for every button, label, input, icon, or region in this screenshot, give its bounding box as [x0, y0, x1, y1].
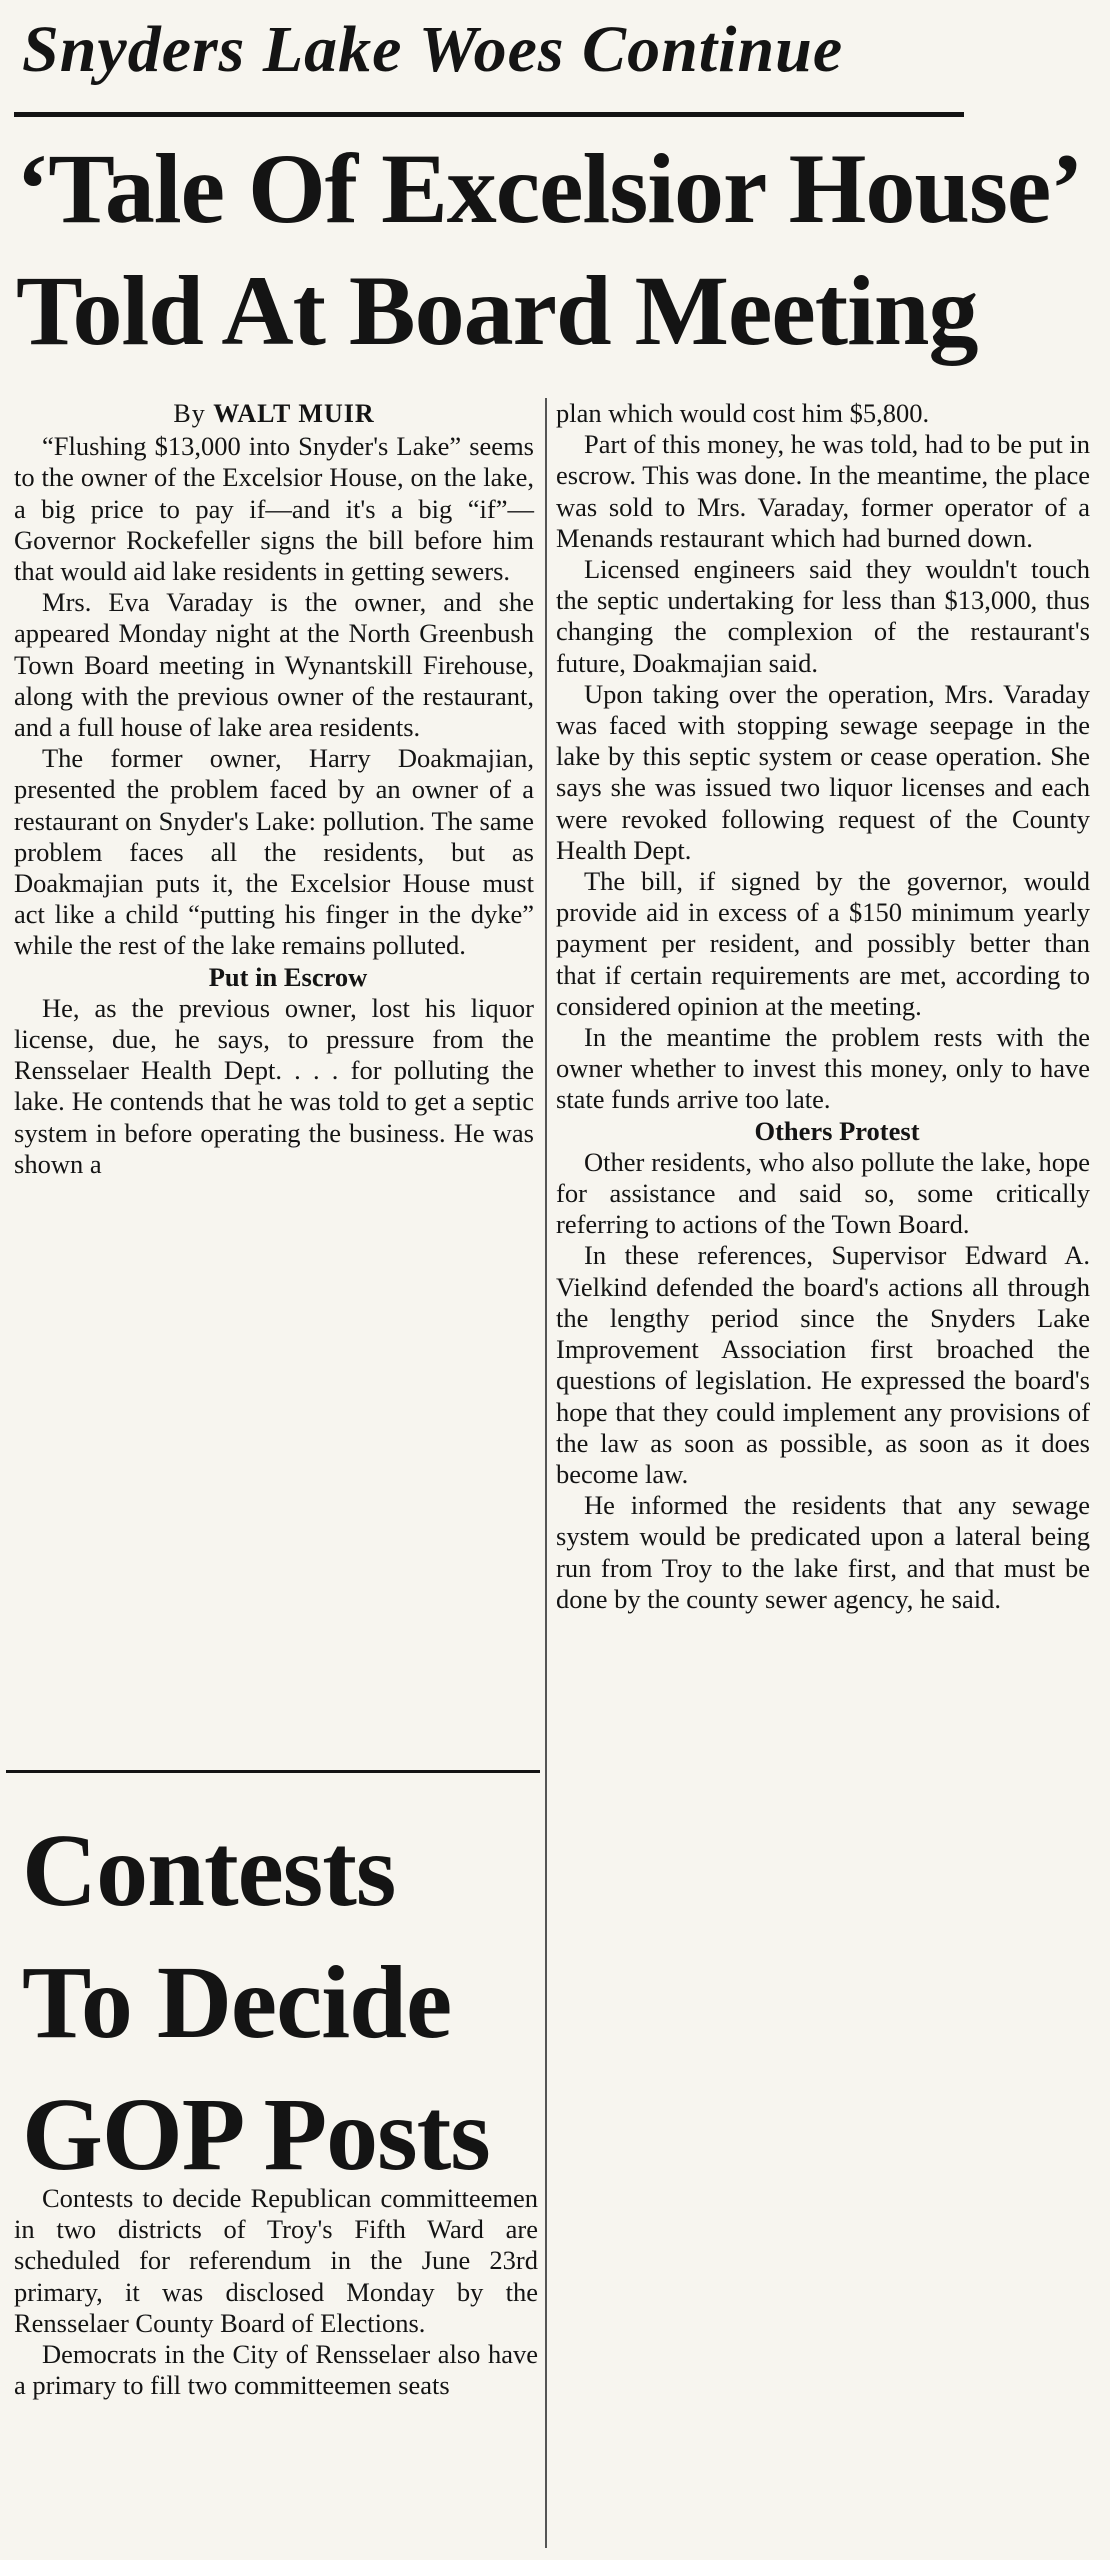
paragraph: “Flushing $13,000 into Snyder's Lake” seems to the owner of the Excelsior House, on the lake, a big price to pay if—and it's a big “if”—Governor Rockefeller signs the bill before him that would aid lake residents in getting sewers.	[14, 431, 534, 587]
paragraph: In the meantime the problem rests with the owner whether to invest this money, only to have state funds arrive too late.	[556, 1022, 1090, 1115]
column-divider	[545, 398, 547, 2548]
article2-body	[14, 2183, 538, 2401]
paragraph: He informed the residents that any sewage system would be predicated upon a lateral being run from Troy to the lake first, and that must be done by the county sewer agency, he said.	[556, 1490, 1090, 1614]
paragraph: Upon taking over the operation, Mrs. Varaday was faced with stopping sewage seepage in the lake by this septic system or cease operation. She says she was issued two liquor licenses and each were revoked following request of the County Health Dept.	[556, 678, 1090, 865]
article-separator-rule	[6, 1770, 540, 1773]
kicker-rule	[14, 112, 964, 117]
headline-line: To Decide	[22, 1945, 452, 2060]
byline	[14, 398, 534, 429]
subhead-others-protest: Others Protest	[754, 1115, 920, 1146]
paragraph: In these references, Supervisor Edward A. Vielkind defended the board's actions all through the lengthy period since the Snyders Lake Improvement Association first broached the questions of legislation. He expressed the board's hope that they could implement any provisions of the law as soon as possible, as soon as it does become law.	[556, 1240, 1090, 1489]
article-left-column	[14, 398, 534, 1180]
paragraph: Democrats in the City of Rensselaer also have a primary to fill two committeemen seats	[14, 2339, 538, 2401]
paragraph: Part of this money, he was told, had to be put in escrow. This was done. In the meantime, the place was sold to Mrs. Varaday, former operator of a Menands restaurant which had burned down.	[556, 429, 1090, 553]
headline-line: Contests	[22, 1813, 396, 1928]
paragraph: Licensed engineers said they wouldn't touch the septic undertaking for less than $13,000, thus changing the complexion of the restaurant's future, Doakmajian said.	[556, 554, 1090, 678]
paragraph: Other residents, who also pollute the lake, hope for assistance and said so, some critically referring to actions of the Town Board.	[556, 1146, 1090, 1240]
paragraph: Contests to decide Republican committeemen in two districts of Troy's Fifth Ward are scheduled for referendum in the June 23rd primary, it was disclosed Monday by the Rensselaer County Board of Elections.	[14, 2183, 538, 2338]
paragraph: Mrs. Eva Varaday is the owner, and she appeared Monday night at the North Greenbush Town Board meeting in Wynantskill Firehouse, along with the previous owner of the restaurant, and a full house of lake area residents.	[14, 587, 534, 743]
kicker-headline: Snyders Lake Woes Continue	[22, 13, 844, 86]
paragraph: He, as the previous owner, lost his liquor license, due, he says, to pressure from the Rensselaer Health Dept. . . . for polluting the lake. He contends that he was told to get a septic system in before operating the business. He was shown a	[14, 992, 534, 1179]
subhead-put-in-escrow: Put in Escrow	[208, 961, 368, 992]
headline-line: ‘Tale Of Excelsior House’	[16, 133, 1083, 244]
paragraph: The bill, if signed by the governor, would provide aid in excess of a $150 minimum yearly payment per resident, and possibly better than that if certain requirements are met, according to considered opinion at the meeting.	[556, 866, 1090, 1021]
byline-name: WALT MUIR	[213, 399, 375, 428]
byline-prefix: By	[173, 399, 206, 428]
headline-line: Told At Board Meeting	[16, 255, 978, 366]
main-headline	[16, 128, 1096, 372]
secondary-headline	[22, 1805, 532, 2201]
headline-line: GOP Posts	[22, 2077, 490, 2192]
paragraph: plan which would cost him $5,800.	[556, 398, 930, 428]
article-right-column	[556, 398, 1090, 1615]
paragraph: The former owner, Harry Doakmajian, presented the problem faced by an owner of a restaurant on Snyder's Lake: pollution. The same problem faces all the residents, but as Doakmajian puts it, the Excelsior House must act like a child “putting his finger in the dyke” while the rest of the lake remains polluted.	[14, 743, 534, 961]
